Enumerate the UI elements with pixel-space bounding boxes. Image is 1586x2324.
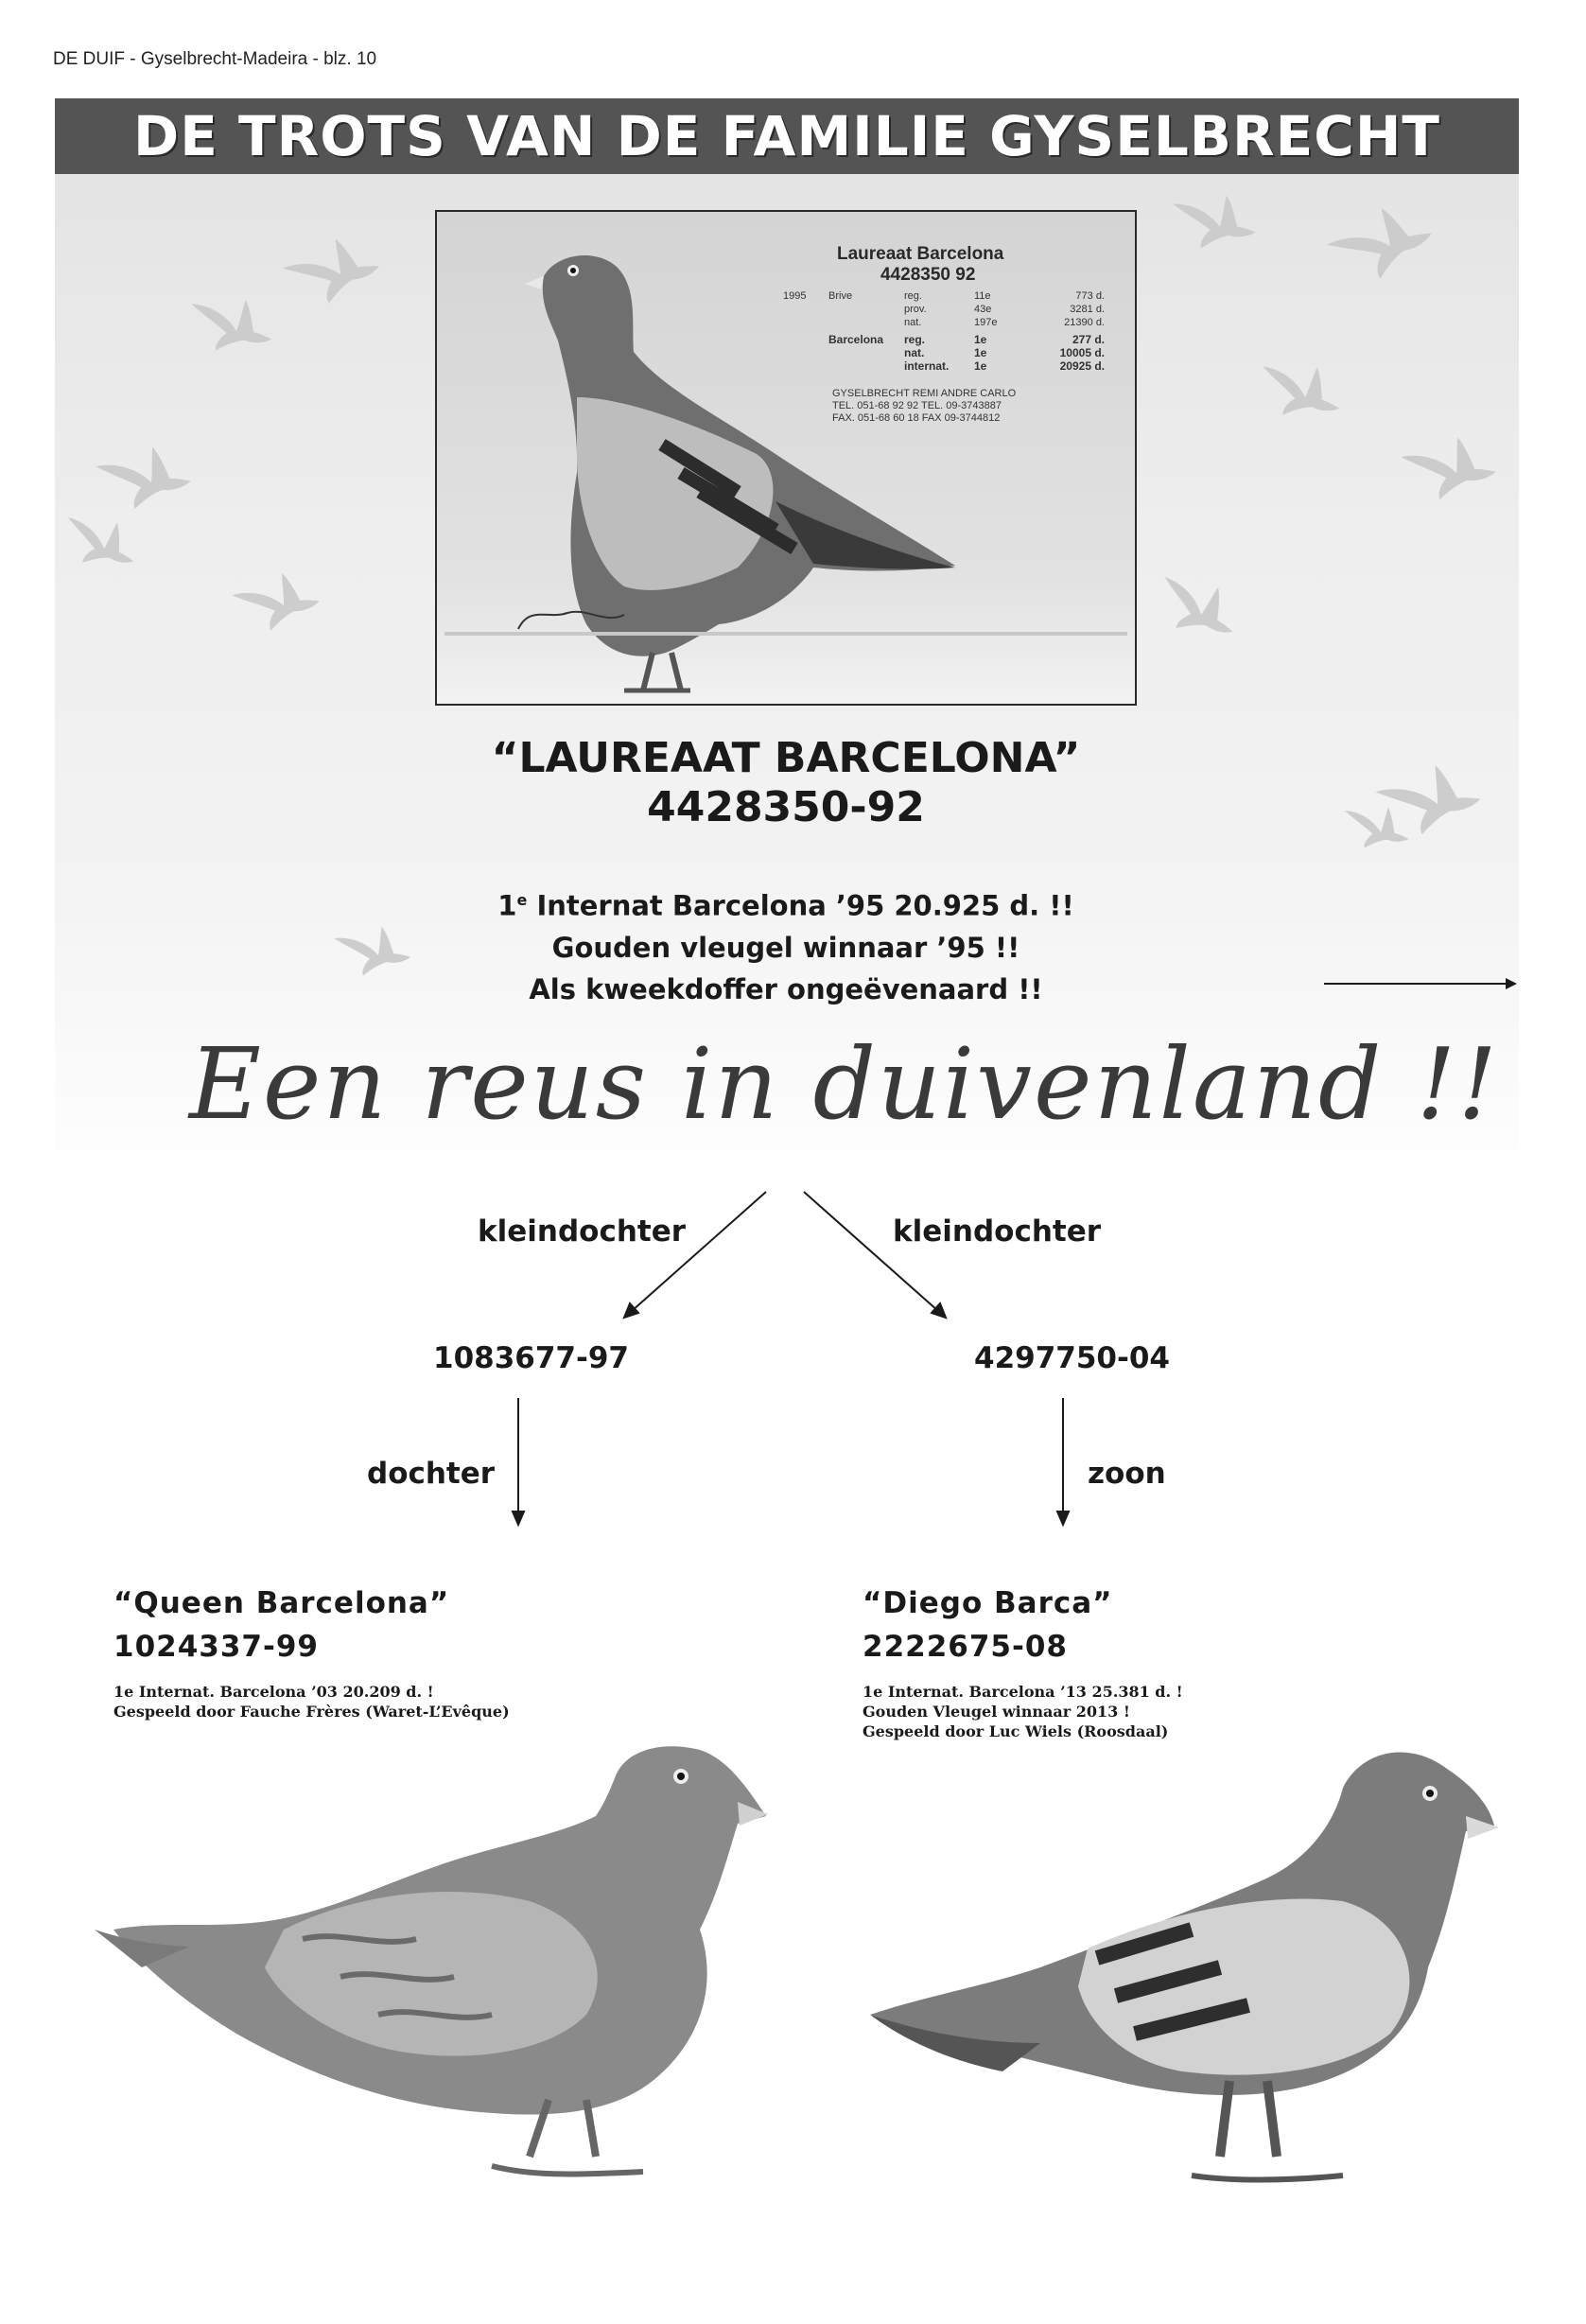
achievement-1-prefix: 1 [497,889,517,922]
right-bird-name: “Diego Barca” [863,1586,1113,1620]
card-ring: 4428350 92 [880,265,976,285]
diego-barca-pigeon-icon [870,1753,1499,2180]
card-place: 197e [974,317,998,328]
right-bird-note: Gespeeld door Luc Wiels (Roosdaal) [863,1722,1169,1740]
card-level: reg. [904,333,926,346]
card-level: reg. [904,290,922,302]
tree-left-relation-bottom: dochter [367,1457,496,1491]
banner-title: DE TROTS VAN DE FAMILIE GYSELBRECHT [133,104,1440,168]
card-place: 1e [974,346,987,359]
card-count: 21390 d. [1064,317,1105,328]
tree-left-ring: 1083677-97 [433,1341,629,1375]
card-count: 10005 d. [1059,346,1105,359]
card-year: 1995 [783,290,807,302]
left-bird-ring: 1024337-99 [113,1630,319,1664]
card-contact-line: TEL. 051-68 92 92 TEL. 09-3743887 [832,400,1002,411]
card-place: 1e [974,359,987,373]
card-place: 11e [974,290,991,302]
card-race: Brive [828,290,853,302]
tree-left-relation-top: kleindochter [478,1214,687,1249]
left-bird-note: 1e Internat. Barcelona ’03 20.209 d. ! [113,1683,434,1701]
running-head: DE DUIF - Gyselbrecht-Madeira - blz. 10 [53,49,377,69]
card-level: internat. [904,359,950,373]
card-place: 43e [974,304,992,315]
right-bird-note: Gouden Vleugel winnaar 2013 ! [863,1703,1130,1721]
achievement-1-sup: e [516,891,528,909]
card-count: 773 d. [1075,290,1105,302]
feature-name: “LAUREAAT BARCELONA” [491,734,1081,782]
card-race: Barcelona [828,333,884,346]
card-contact-line: GYSELBRECHT REMI ANDRE CARLO [832,388,1017,399]
card-name: Laureaat Barcelona [837,244,1004,264]
left-bird-note: Gespeeld door Fauche Frères (Waret-L’Evêque) [113,1703,510,1721]
slogan: Een reus in duivenland !! [189,1026,1500,1142]
achievement-1-text: Internat Barcelona ’95 20.925 d. !! [527,889,1074,922]
card-level: nat. [904,317,922,328]
right-bird-note: 1e Internat. Barcelona ’13 25.381 d. ! [863,1683,1183,1701]
card-place: 1e [974,333,987,346]
card-count: 3281 d. [1070,304,1105,315]
tree-right-ring: 4297750-04 [974,1341,1170,1375]
card-contact-line: FAX. 051-68 60 18 FAX 09-3744812 [832,412,1001,424]
achievement-2: Gouden vleugel winnaar ’95 !! [551,931,1020,964]
left-bird-name: “Queen Barcelona” [113,1586,450,1620]
tree-right-relation-bottom: zoon [1088,1457,1166,1491]
queen-barcelona-pigeon-icon [95,1746,768,2174]
card-count: 20925 d. [1059,359,1105,373]
card-count: 277 d. [1072,333,1105,346]
right-bird-ring: 2222675-08 [863,1630,1068,1664]
achievement-3: Als kweekdoffer ongeëvenaard !! [529,972,1043,1005]
feature-ring: 4428350-92 [647,783,925,831]
card-level: nat. [904,346,925,359]
tree-right-relation-top: kleindochter [893,1214,1102,1249]
card-level: prov. [904,304,927,315]
